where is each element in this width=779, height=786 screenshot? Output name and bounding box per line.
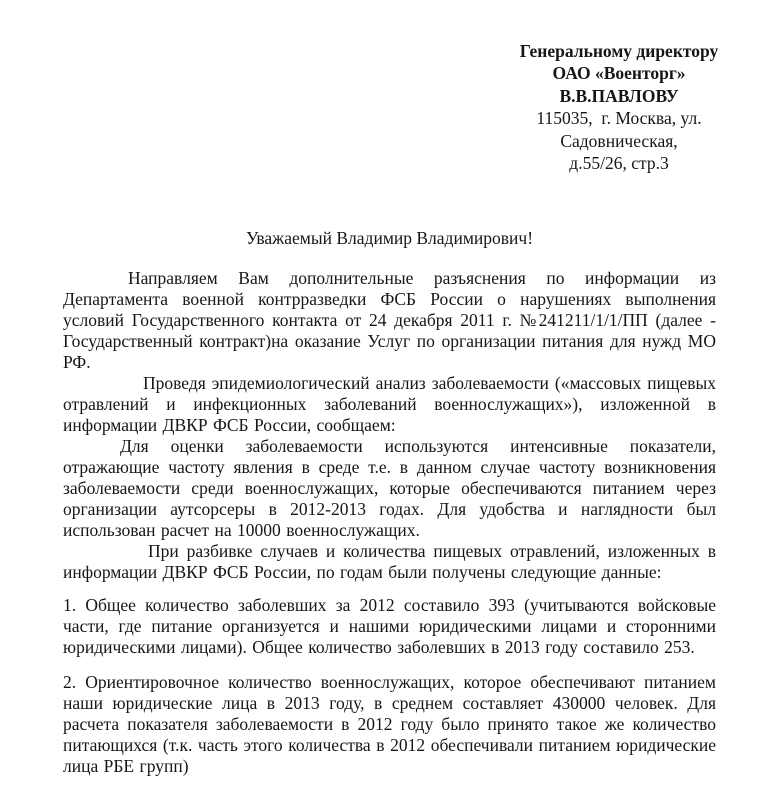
paragraph-breakdown-lead: При разбивке случаев и количества пищевых отравлений, изложенных в информации ДВКР ФСБ России, по годам были получены следующие данные: bbox=[63, 541, 716, 583]
recipient-address-line: Садовническая, bbox=[560, 130, 678, 151]
salutation: Уважаемый Владимир Владимирович! bbox=[245, 228, 534, 249]
recipient-address-line: д.55/26, стр.3 bbox=[569, 153, 669, 174]
paragraph-analysis: Проведя эпидемиологический анализ заболеваемости («массовых пищевых отравлений и инфекционных заболеваний военнослужащих»), изложенной в информации ДВКР ФСБ России, сообщаем: bbox=[63, 373, 716, 436]
numbered-item-2: 2. Ориентировочное количество военнослужащих, которое обеспечивают питанием наши юридические лица в 2013 году, в среднем составляет 430000 человек. Для расчета показателя заболеваемости в 2012 году было принято такое же количество питающихся (т.к. часть этого количества в 2012 обеспечивали питанием юридические лица РБЕ групп) bbox=[63, 672, 716, 777]
paragraph-intro: Направляем Вам дополнительные разъяснения по информации из Департамента военной контрразведки ФСБ России о нарушениях выполнения условий Государственного контакта от 24 декабря 2011 г. №241211/1/1/ПП (далее - Государственный контракт)на оказание Услуг по организации питания для нужд МО РФ. bbox=[63, 268, 716, 373]
numbered-item-1: 1. Общее количество заболевших за 2012 составило 393 (учитываются войсковые части, где питание организуется и нашими юридическими лицами и сторонними юридическими лицами). Общее количество заболевших в 2013 году составило 253. bbox=[63, 595, 716, 658]
letter-body bbox=[63, 268, 716, 777]
recipient-company-line: ОАО «Военторг» bbox=[552, 63, 686, 84]
paragraph-methodology: Для оценки заболеваемости используются интенсивные показатели, отражающие частоту явления в среде т.е. в данном случае частоту возникновения заболеваемости среди военнослужащих, которые обеспечиваются питанием через организации аутсорсеры в 2012-2013 годах. Для удобства и наглядности был использован расчет на 10000 военнослужащих. bbox=[63, 436, 716, 541]
recipient-title-line: Генеральному директору bbox=[519, 41, 719, 61]
recipient-name-line: В.В.ПАВЛОВУ bbox=[559, 85, 679, 106]
recipient-address-line: 115035, г. Москва, ул. bbox=[536, 108, 702, 129]
recipient-address-block bbox=[463, 40, 775, 174]
